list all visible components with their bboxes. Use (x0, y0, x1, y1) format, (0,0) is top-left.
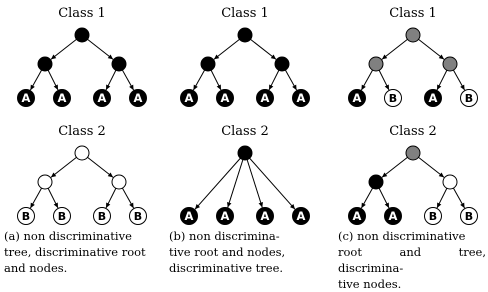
panel-b-caption (169, 228, 323, 276)
inner-node (38, 175, 52, 189)
tree-edge (245, 153, 295, 209)
leaf-label: A (352, 209, 362, 224)
panel-c-caption (338, 228, 486, 292)
tree-edge (228, 153, 245, 207)
caption-line: and nodes. (4, 261, 68, 275)
root-node (406, 28, 420, 42)
leaf-label: A (97, 91, 107, 106)
leaf-label: B (57, 210, 67, 224)
root-node (75, 146, 89, 160)
leaf-label: A (428, 91, 438, 106)
leaf-label: A (260, 209, 270, 224)
leaf-label: A (260, 91, 270, 106)
panel-a-class2-title: Class 2 (58, 124, 106, 139)
panel-c-class1-title: Class 1 (389, 6, 437, 21)
leaf-label: A (21, 91, 31, 106)
leaf-label: A (133, 91, 143, 106)
caption-line: tive root and nodes, (169, 245, 286, 259)
leaf-label: A (220, 209, 230, 224)
leaf-label: A (388, 209, 398, 224)
caption-line: (a) non discriminative (4, 229, 132, 243)
caption-line: tive nodes. (338, 277, 402, 291)
inner-node (275, 57, 289, 71)
inner-node (369, 175, 383, 189)
leaf-label: A (184, 91, 194, 106)
caption-line: root and tree, discrimina- (338, 245, 486, 275)
inner-node (112, 57, 126, 71)
leaf-label: A (184, 209, 194, 224)
leaf-label: B (428, 210, 438, 224)
panel-b-class2-title: Class 2 (221, 124, 269, 139)
inner-node (112, 175, 126, 189)
inner-node (201, 57, 215, 71)
leaf-label: A (352, 91, 362, 106)
tree-edge (195, 153, 245, 209)
leaf-label: B (388, 92, 398, 106)
leaf-label: A (296, 209, 306, 224)
inner-node (369, 57, 383, 71)
root-node (238, 146, 252, 160)
edge-arrowhead (259, 202, 263, 207)
inner-node (443, 57, 457, 71)
edge-arrowhead (227, 202, 231, 207)
leaf-label: B (21, 210, 31, 224)
leaf-label: B (97, 210, 107, 224)
leaf-label: A (220, 91, 230, 106)
leaf-label: B (464, 210, 474, 224)
panel-a-caption (4, 228, 164, 276)
panel-b-class1-title: Class 1 (221, 6, 269, 21)
panel-a-class1-title: Class 1 (58, 6, 106, 21)
root-node (75, 28, 89, 42)
inner-node (443, 175, 457, 189)
leaf-label: A (57, 91, 67, 106)
leaf-label: B (464, 92, 474, 106)
caption-line: (b) non discrimina- (169, 229, 280, 243)
leaf-label: B (133, 210, 143, 224)
caption-line: (c) non discriminative (338, 229, 466, 243)
caption-line: tree, discriminative root (4, 245, 146, 259)
panel-c-class2-title: Class 2 (389, 124, 437, 139)
tree-edge (245, 153, 262, 207)
inner-node (38, 57, 52, 71)
leaf-label: A (296, 91, 306, 106)
caption-line: discriminative tree. (169, 261, 284, 275)
root-node (238, 28, 252, 42)
root-node (406, 146, 420, 160)
